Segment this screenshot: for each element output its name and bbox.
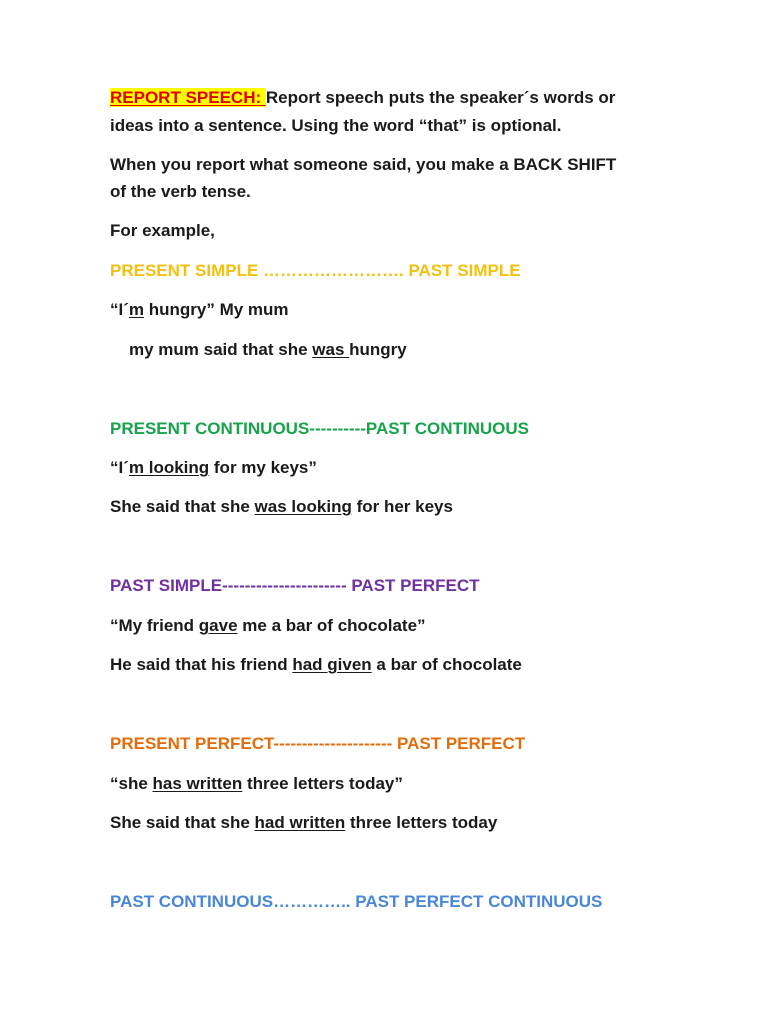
underlined-verb: gave [198,616,238,635]
underlined-verb: m [128,300,145,319]
example-text: “she [110,774,153,793]
reported-text: She said that she [110,813,255,832]
reported-text: three letters today [345,813,498,832]
intro-line-4: of the verb tense. [110,182,251,201]
reported-present-simple [129,339,407,361]
heading-present-simple: PRESENT SIMPLE ……………………. PAST SIMPLE [110,261,521,280]
example-present-continuous [110,457,317,479]
underlined-verb: was [312,340,350,359]
example-text: hungry” My mum [144,300,289,319]
reported-text: for her keys [351,497,453,516]
underlined-verb: had written [254,813,346,832]
example-text: me a bar of chocolate” [237,616,426,635]
reported-past-simple [110,654,522,676]
example-present-simple [110,299,289,321]
reported-text: He said that his friend [110,655,293,674]
reported-text: a bar of chocolate [371,655,522,674]
intro-line-3: When you report what someone said, you make a BACK SHIFT [110,155,617,174]
example-text: for my keys” [209,458,317,477]
intro-line-1-text: Report speech puts the speaker´s words or [265,88,616,107]
reported-present-continuous [110,496,453,518]
example-text: “I´ [110,458,129,477]
intro-line-1 [110,87,615,109]
example-text: three letters today” [242,774,403,793]
example-text: “I´ [110,300,129,319]
report-speech-label: REPORT SPEECH: [110,88,266,107]
reported-text: hungry [349,340,407,359]
example-present-perfect [110,773,403,795]
heading-past-continuous: PAST CONTINUOUS………….. PAST PERFECT CONTINUOUS [110,892,603,911]
heading-present-perfect: PRESENT PERFECT--------------------- PAST PERFECT [110,734,526,753]
underlined-verb: had given [292,655,372,674]
for-example-line: For example, [110,221,215,240]
reported-text: She said that she [110,497,255,516]
intro-line-2: ideas into a sentence. Using the word “that” is optional. [110,116,562,135]
example-past-simple [110,615,426,637]
underlined-verb: m looking [128,458,210,477]
reported-present-perfect [110,812,497,834]
underlined-verb: was looking [254,497,352,516]
underlined-verb: has written [152,774,243,793]
heading-past-simple: PAST SIMPLE---------------------- PAST PERFECT [110,576,480,595]
reported-text: my mum said that she [129,340,313,359]
example-text: “My friend [110,616,199,635]
heading-present-continuous: PRESENT CONTINUOUS----------PAST CONTINUOUS [110,419,529,438]
